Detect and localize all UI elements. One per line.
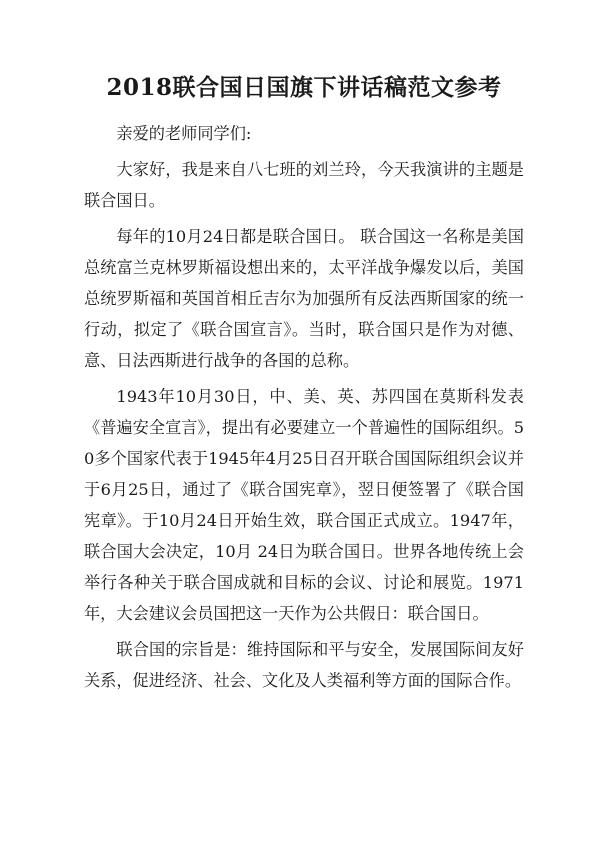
paragraph-un-history: 1943年10月30日，中、美、英、苏四国在莫斯科发表《普遍安全宣言》，提出有必要建立一个普遍性的国际组织。50多个国家代表于1945年4月25日召开联合国国际组织会议并于6月25日，通过了《联合国宪章》，翌日便签署了《联合国宪章》。于10月24日开始生效，联合国正式成立。1947年，联合国大会决定，10月 24日为联合国日。世界各地传统上会举行各种关于联合国成就和目标的会议、讨论和展览。1971年，大会建议会员国把这一天作为公共假日：联合国日。: [84, 387, 524, 623]
paragraph-un-day-origin: 每年的10月24日都是联合国日。 联合国这一名称是美国总统富兰克林罗斯福设想出来的，太平洋战争爆发以后，美国总统罗斯福和英国首相丘吉尔为加强所有反法西斯国家的统一行动，拟定了《联合国宣言》。当时，联合国只是作为对德、意、日法西斯进行战争的各国的总称。: [84, 227, 524, 370]
paragraph-intro: 大家好，我是来自八七班的刘兰玲，今天我演讲的主题是联合国日。: [84, 160, 524, 210]
page-title: 2018联合国日国旗下讲话稿范文参考: [106, 74, 502, 101]
paragraph-un-purpose: 联合国的宗旨是：维持国际和平与安全，发展国际间友好关系，促进经济、社会、文化及人类福利等方面的国际合作。: [84, 640, 524, 690]
greeting-line: 亲爱的老师同学们:: [116, 124, 252, 143]
